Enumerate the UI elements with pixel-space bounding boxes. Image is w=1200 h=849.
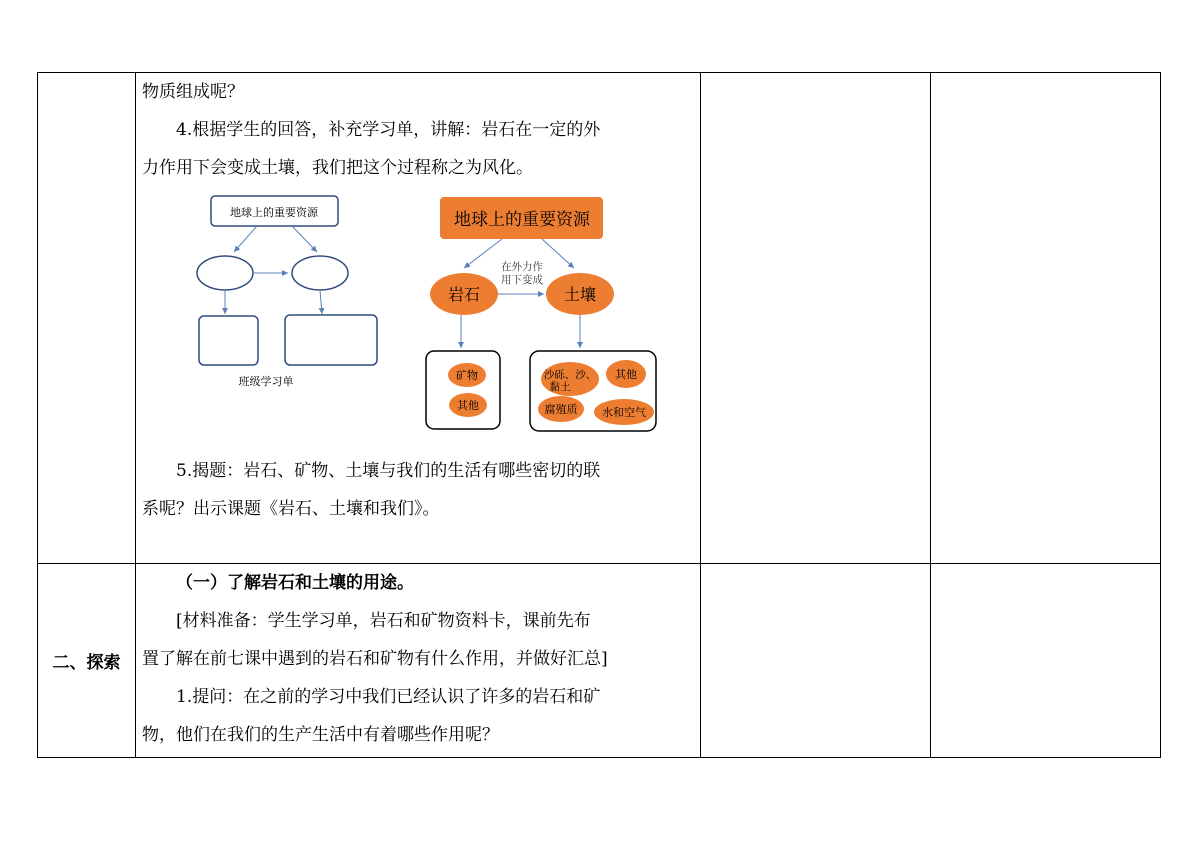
text-line: 置了解在前七课中遇到的岩石和矿物有什么作用，并做好汇总] <box>142 649 608 669</box>
text-line: 物，他们在我们的生产生活中有着哪些作用呢？ <box>142 725 499 745</box>
worksheet-oval-left <box>197 256 253 290</box>
section-heading: （一）了解岩石和土壤的用途。 <box>176 573 414 593</box>
resource-concept-map <box>426 197 656 431</box>
empty-cell <box>701 73 931 564</box>
lesson-table <box>37 72 1161 758</box>
diagram-area <box>142 188 696 452</box>
arrow-label-line1: 在外力作 <box>501 261 543 273</box>
rock-item-other: 其他 <box>457 399 479 412</box>
content-cell <box>136 73 701 564</box>
table-row <box>38 564 1161 758</box>
text-line: [材料准备：学生学习单，岩石和矿物资料卡，课前先布 <box>176 611 591 631</box>
worksheet-box-left <box>199 316 258 365</box>
text-line: 物质组成呢？ <box>142 82 244 102</box>
empty-cell <box>931 564 1161 758</box>
worksheet-title: 地球上的重要资源 <box>230 206 318 219</box>
rock-items-box <box>426 351 500 429</box>
soil-item-water-air: 水和空气 <box>602 406 646 419</box>
text-line: 1.提问：在之前的学习中我们已经认识了许多的岩石和矿 <box>176 687 601 707</box>
text-line: 力作用下会变成土壤，我们把这个过程称之为风化。 <box>142 158 533 178</box>
empty-cell <box>931 73 1161 564</box>
text-line: 系呢？出示课题《岩石、土壤和我们》。 <box>142 499 440 519</box>
worksheet-oval-right <box>292 256 348 290</box>
soil-item-gravel: 沙砾、沙、 <box>543 369 597 381</box>
worksheet-box-right <box>285 315 377 365</box>
concept-title: 地球上的重要资源 <box>454 210 590 230</box>
worksheet-diagram <box>197 196 377 388</box>
content-cell <box>136 564 701 758</box>
resource-diagrams <box>142 188 702 452</box>
arrow-label-line2: 用下变成 <box>501 274 543 286</box>
rock-item-minerals: 矿物 <box>456 369 478 382</box>
soil-item-other: 其他 <box>615 368 637 381</box>
rock-label: 岩石 <box>447 285 481 304</box>
worksheet-caption: 班级学习单 <box>238 375 294 388</box>
text-line: 4.根据学生的回答，补充学习单，讲解：岩石在一定的外 <box>176 120 601 140</box>
soil-item-humus: 腐殖质 <box>544 403 578 416</box>
stage-cell <box>38 73 136 564</box>
empty-cell <box>701 564 931 758</box>
soil-item-clay: 黏土 <box>549 381 571 393</box>
stage-cell: 二、探索 <box>38 564 136 758</box>
soil-label: 土壤 <box>563 285 597 304</box>
table-row <box>38 73 1161 564</box>
text-line: 5.揭题：岩石、矿物、土壤与我们的生活有哪些密切的联 <box>176 461 601 481</box>
